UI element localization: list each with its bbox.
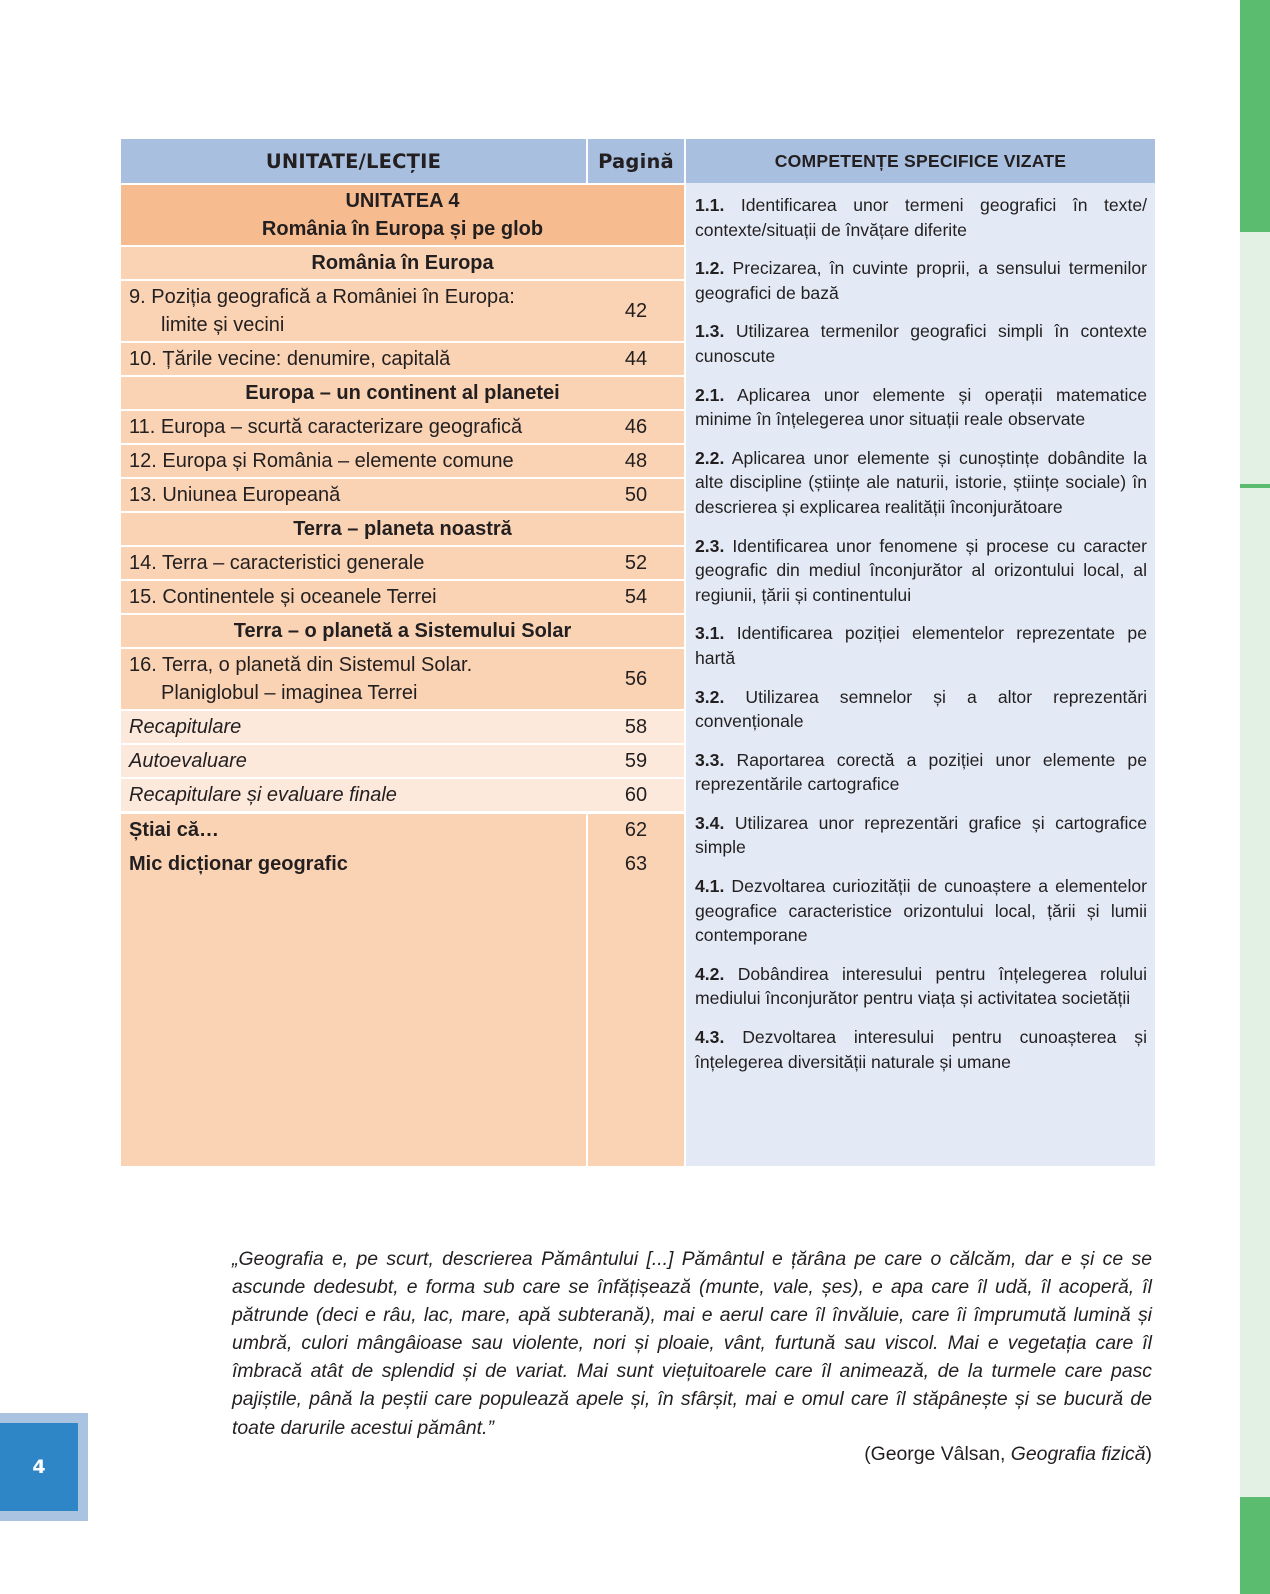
lesson-page: 54	[624, 586, 648, 608]
section-title: Terra – planeta noastră	[293, 518, 512, 540]
competence-item	[695, 748, 1147, 797]
lesson-row	[121, 281, 684, 341]
review-title: Autoevaluare	[129, 750, 247, 772]
competence-text: Identificarea poziției elementelor reprezentate pe hartă	[695, 623, 1148, 668]
competence-text: Utilizarea unor reprezentări grafice și cartografice simple	[695, 812, 1148, 858]
competence-text: Identificarea unor termeni geografici în texte/ contexte/situații de învățare diferite	[695, 195, 1148, 240]
review-row	[121, 711, 684, 743]
competences-column	[686, 139, 1155, 1166]
competence-code: 4.1.	[695, 876, 725, 897]
competence-code: 3.1.	[695, 623, 725, 644]
competence-item	[695, 962, 1147, 1011]
unit-title-row	[121, 185, 684, 245]
section-title: România în Europa	[311, 252, 494, 274]
header-lesson: UNITATE/LECȚIE	[121, 139, 586, 183]
quote-text: „Geografia e, pe scurt, descrierea Pământului [...] Pământul e țărâna pe care o călcăm, dar e și ce se ascunde dedesubt, e forma sub care se înfățișează (munte, vale, șes), e apa care îl udă, îl acoperă, îl pătrunde (deci e râu, lac, mare, apă subterană), mai e aerul care îl învăluie, care îi împrumută lumină și umbră, culori mângâioase sau violente, nori și ploaie, vânt, furtună sau viscol. Mai e vegetația care îl îmbracă atât de splendid și de variat. Mai sunt viețuitoarele care îl animează, de la turmele care pasc pajiștile, până la peștii care populează apele și, în sfârșit, mai e omul care îl stăpânește și se bucură de toate darurile acestui pământ.”	[232, 1248, 1152, 1439]
competence-item	[695, 1025, 1147, 1074]
lesson-title-cont: Planiglobul – imaginea Terrei	[161, 682, 418, 704]
section-title: Europa – un continent al planetei	[245, 382, 560, 404]
edge-tab-bottom	[1240, 1497, 1270, 1594]
competence-text: Precizarea, în cuvinte proprii, a sensului termenilor geografici de bază	[695, 258, 1148, 303]
lesson-title: 15. Continentele și oceanele Terrei	[129, 586, 437, 608]
competence-code: 1.3.	[695, 321, 725, 342]
column-divider	[586, 814, 588, 1166]
section-row	[121, 615, 684, 647]
header-competences: COMPETENȚE SPECIFICE VIZATE	[686, 139, 1155, 183]
lesson-row	[121, 343, 684, 375]
lesson-page: 52	[624, 552, 648, 574]
unit-subtitle: România în Europa și pe glob	[261, 218, 544, 240]
competence-item	[695, 193, 1147, 242]
section-title: Terra – o planetă a Sistemului Solar	[233, 620, 572, 642]
competence-text: Aplicarea unor elemente și cunoștințe dobândite la alte discipline (științe ale naturii, istorie, științe sociale) în descrierea și explicarea realității înconjurătoare	[695, 447, 1147, 517]
competence-text: Identificarea unor fenomene și procese cu caracter geografic din mediul înconjurător al orizontului local, al regiunii, țării și continentului	[695, 535, 1147, 605]
competence-code: 4.2.	[695, 963, 725, 984]
lesson-row	[121, 547, 684, 579]
competence-code: 3.2.	[695, 686, 725, 707]
lesson-title: 16. Terra, o planetă din Sistemul Solar.	[129, 654, 473, 676]
header-page: Pagină	[588, 139, 684, 183]
review-title: Recapitulare și evaluare finale	[129, 784, 397, 806]
lesson-title: 11. Europa – scurtă caracterizare geografică	[129, 416, 523, 438]
competence-text: Utilizarea semnelor și a altor reprezentări convenționale	[695, 686, 1147, 732]
competence-text: Dezvoltarea curiozității de cunoaștere a elementelor geografice caracteristice orizontului local, țării și lumii contemporane	[695, 876, 1148, 946]
unit-title: UNITATEA 4	[345, 190, 460, 212]
lesson-page: 56	[624, 668, 648, 690]
appendix-title: Știai că…	[129, 819, 220, 841]
quote-close: )	[1145, 1443, 1152, 1465]
review-row	[121, 745, 684, 777]
competence-item	[695, 446, 1147, 520]
review-page: 59	[624, 750, 648, 772]
competence-item	[695, 874, 1147, 948]
review-page: 58	[624, 716, 648, 738]
competence-code: 4.3.	[695, 1027, 725, 1048]
competence-item	[695, 621, 1147, 670]
appendix-page: 63	[624, 853, 648, 875]
quote-work: Geografia fizică	[1010, 1443, 1146, 1465]
competence-item	[695, 256, 1147, 305]
appendix-title: Mic dicționar geografic	[129, 853, 348, 875]
review-page: 60	[624, 784, 648, 806]
section-row	[121, 513, 684, 545]
lesson-row	[121, 649, 684, 709]
competence-item	[695, 319, 1147, 368]
appendix-page: 62	[624, 819, 648, 841]
competence-text: Dobândirea interesului pentru înțelegerea rolului mediului înconjurător pentru viața și activitatea societății	[695, 963, 1148, 1009]
lesson-page: 50	[624, 484, 648, 506]
competence-item	[695, 383, 1147, 432]
edge-tab-marker	[1240, 484, 1270, 488]
lesson-page: 48	[624, 450, 648, 472]
lesson-row	[121, 581, 684, 613]
lesson-row	[121, 411, 684, 443]
section-row	[121, 377, 684, 409]
lesson-title: 12. Europa și România – elemente comune	[129, 450, 514, 472]
lesson-row	[121, 445, 684, 477]
lesson-title: 14. Terra – caracteristici generale	[129, 552, 425, 574]
appendix-block	[121, 814, 684, 1166]
competence-code: 1.1.	[695, 195, 725, 215]
lesson-row	[121, 479, 684, 511]
competence-code: 3.3.	[695, 749, 725, 770]
quote-author: (George Vâlsan,	[864, 1443, 1011, 1465]
contents-table	[121, 139, 1155, 1166]
competence-code: 2.1.	[695, 384, 725, 405]
lesson-title: 13. Uniunea Europeană	[129, 484, 341, 506]
lessons-column	[121, 139, 684, 1166]
competence-text: Utilizarea termenilor geografici simpli în contexte cunoscute	[695, 321, 1148, 366]
lesson-title: 9. Poziția geografică a României în Europa:	[129, 286, 515, 308]
competence-code: 3.4.	[695, 812, 725, 833]
quote-source	[864, 1443, 1152, 1466]
lesson-title: 10. Țările vecine: denumire, capitală	[129, 348, 451, 370]
competence-code: 2.3.	[695, 535, 725, 556]
lesson-page: 44	[624, 348, 648, 370]
edge-tab-top	[1240, 0, 1270, 232]
competence-code: 1.2.	[695, 258, 725, 279]
review-title: Recapitulare	[129, 716, 242, 738]
competence-item	[695, 534, 1147, 608]
competence-text: Aplicarea unor elemente și operații matematice minime în înțelegerea unor situații reale observate	[695, 384, 1147, 430]
section-row	[121, 247, 684, 279]
page-number-badge	[0, 1413, 88, 1521]
lesson-page: 46	[624, 416, 648, 438]
competence-list	[695, 193, 1147, 1088]
lesson-title-cont: limite și vecini	[161, 314, 285, 336]
page-edge-strip	[1240, 0, 1270, 1594]
competence-item	[695, 811, 1147, 860]
review-row	[121, 779, 684, 811]
competence-item	[695, 685, 1147, 734]
lesson-page: 42	[624, 300, 648, 322]
page-number: 4	[0, 1423, 78, 1511]
competence-text: Raportarea corectă a poziției unor elemente pe reprezentările cartografice	[695, 749, 1147, 795]
competence-text: Dezvoltarea interesului pentru cunoașterea și înțelegerea diversității naturale și umane	[695, 1027, 1147, 1072]
competence-code: 2.2.	[695, 447, 725, 468]
